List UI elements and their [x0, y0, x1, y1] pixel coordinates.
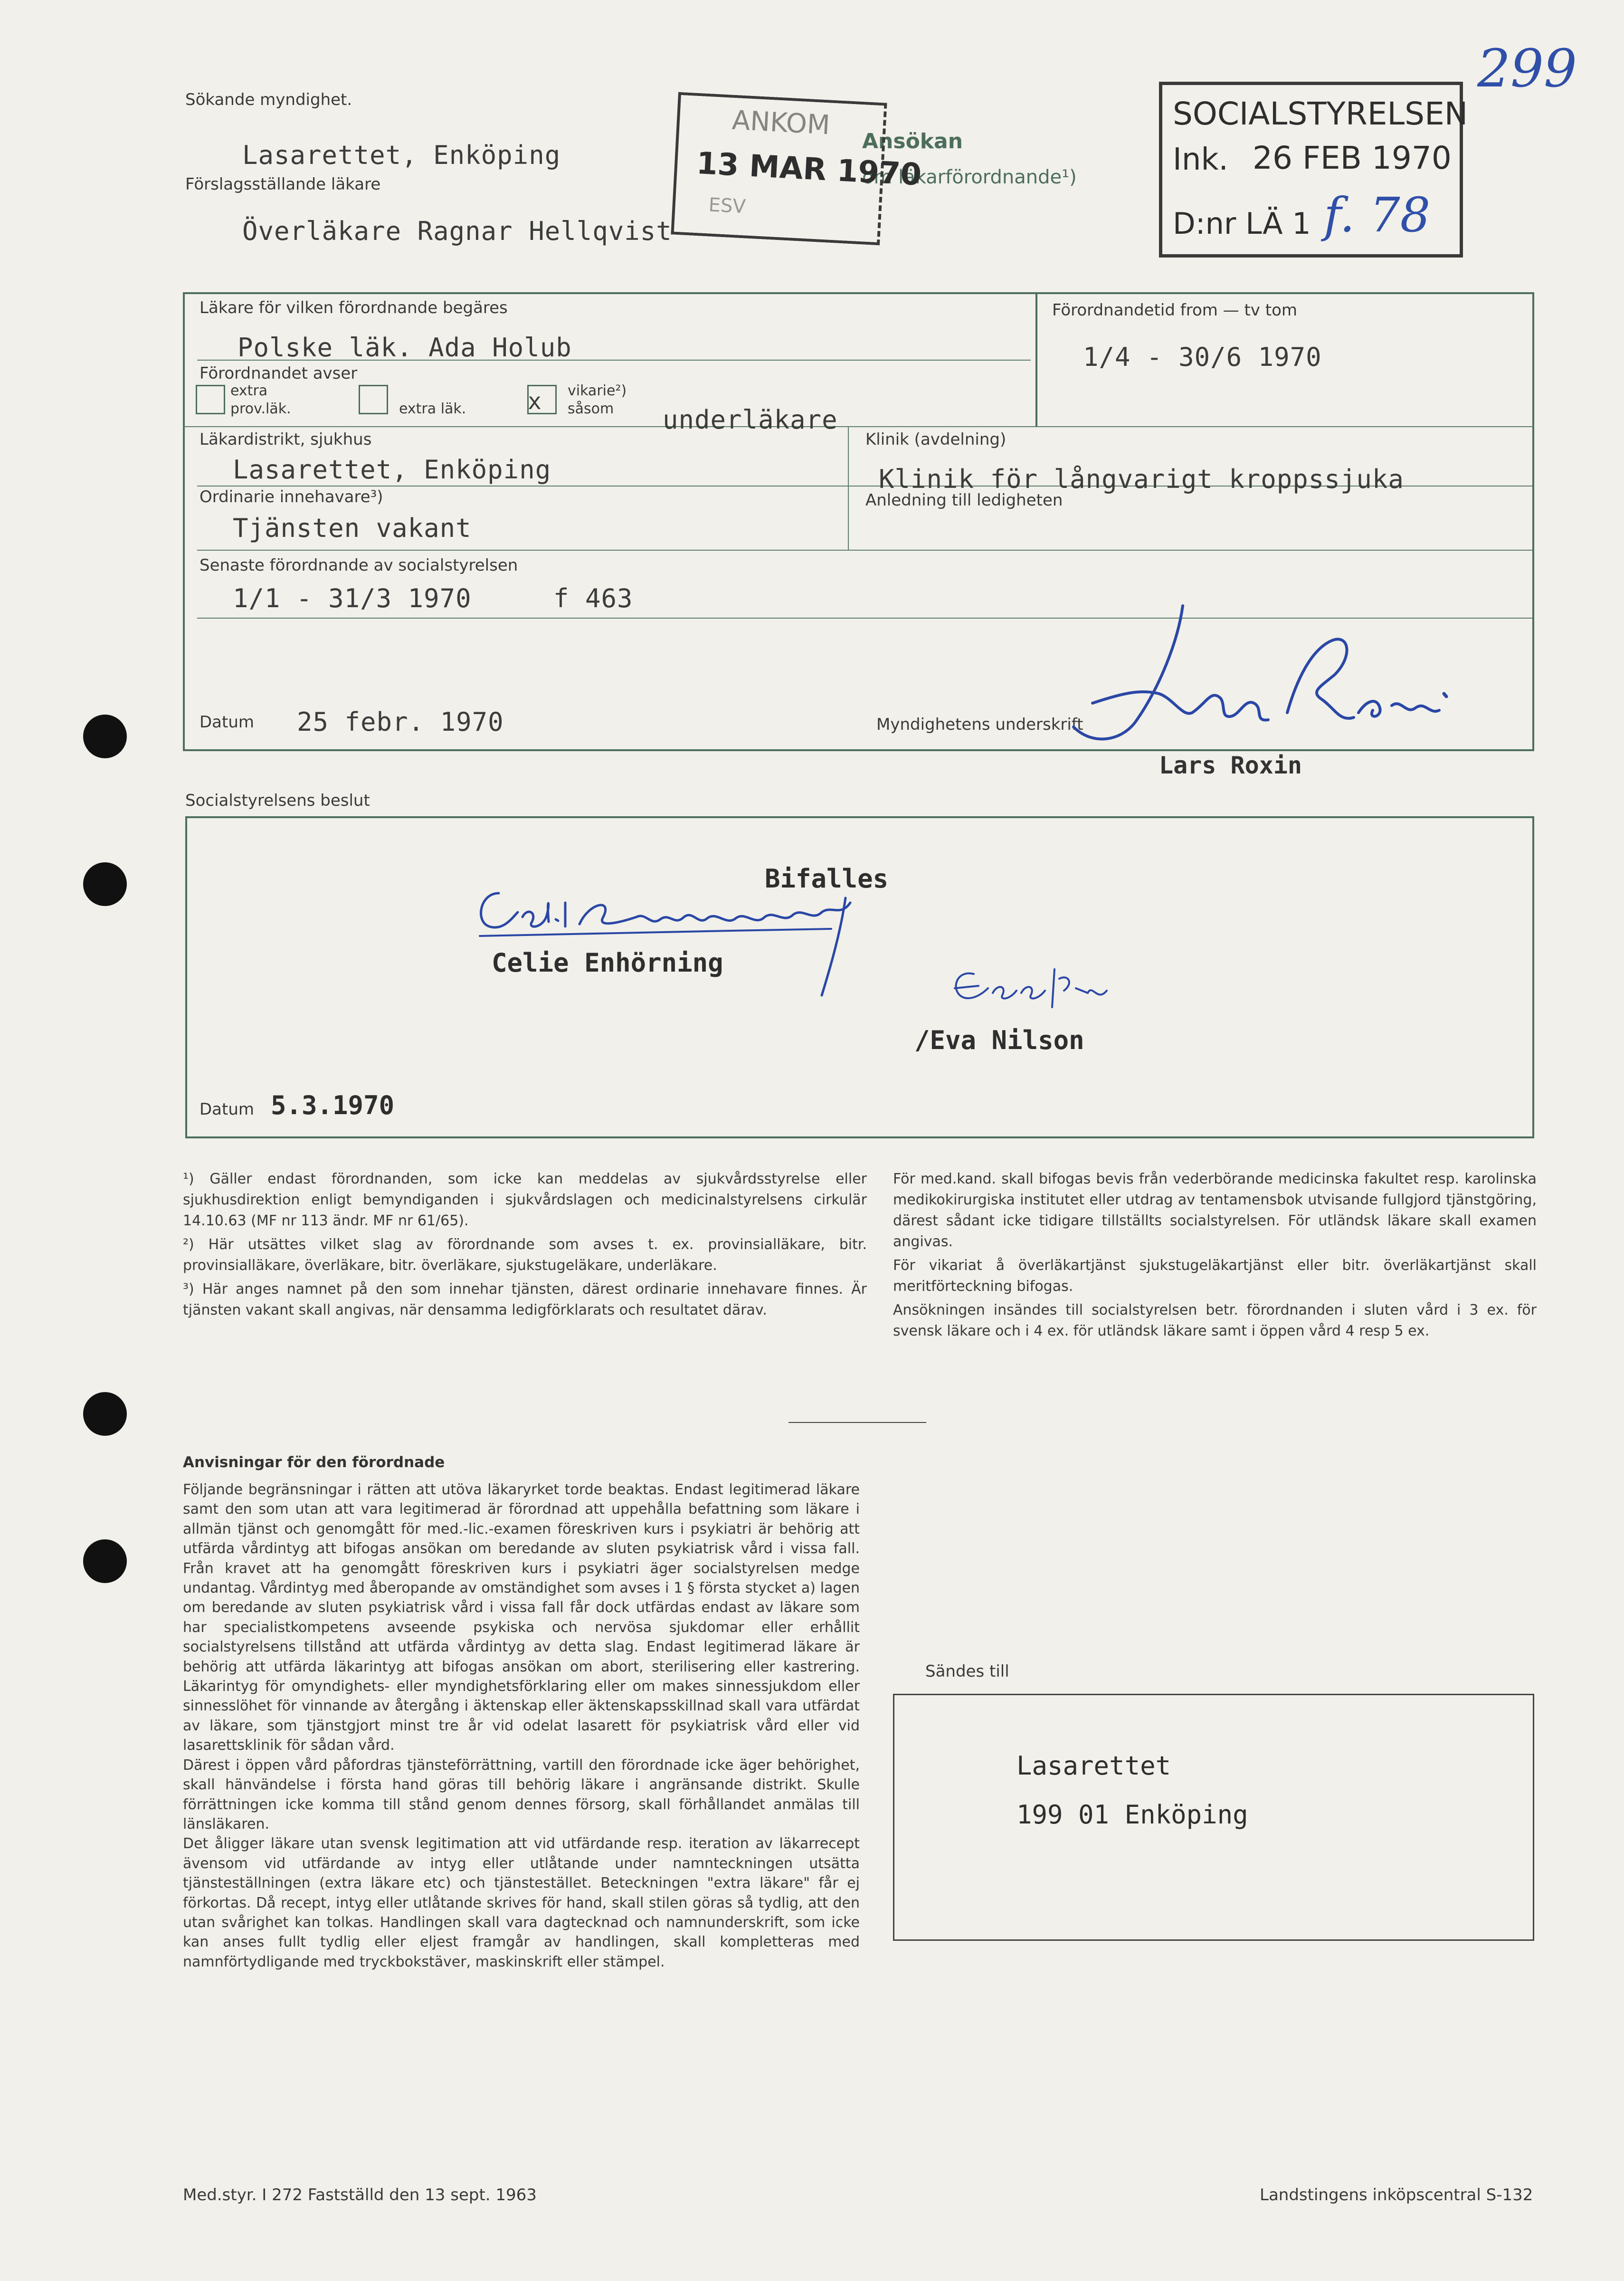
instructions-paragraph-2: Därest i öppen vård påfordras tjänsteförrättning, vartill den förordnade icke äger behörighet, skall hänvändelse i första hand göras till behörig läkare i angränsande distrikt. Skulle förrättningen icke komma till stånd genom dennes försorg, skall förhållandet anmälas till länsläkaren. — [183, 1756, 860, 1832]
punch-hole-4 — [83, 1539, 127, 1583]
stamp-title: SOCIALSTYRELSEN — [1173, 95, 1468, 132]
district-value: Lasarettet, Enköping — [233, 455, 551, 485]
send-to-label: Sändes till — [925, 1662, 1009, 1681]
footer-right: Landstingens inköpscentral S-132 — [1260, 2186, 1533, 2205]
decision-date-value: 5.3.1970 — [271, 1090, 395, 1120]
punch-hole-1 — [83, 715, 127, 758]
holder-value: Tjänsten vakant — [233, 513, 472, 543]
form-title: Ansökan — [862, 129, 963, 153]
footnote-1: ¹) Gäller endast förordnanden, som icke kan meddelas av sjukvårdsstyrelse eller sjukhusdirektion enligt bemyndiganden i sjukvårdslagen och medicinalstyrelsens cirkulär 14.10.63 (MF nr 113 ändr. MF nr 61/65). — [183, 1171, 867, 1229]
form-top-line — [183, 292, 1534, 294]
footnote-right-2: För vikariat å överläkartjänst sjukstugeläkartjänst eller bitr. överläkartjänst skall meritförteckning bifogas. — [893, 1257, 1537, 1295]
decision-signer1: Celie Enhörning — [492, 948, 723, 978]
stamp-ink-date: 26 FEB 1970 — [1253, 140, 1452, 176]
decision-date-label: Datum — [199, 1100, 255, 1119]
received-stamp-label: ANKOM — [731, 105, 831, 141]
doctor-value: Polske läk. Ada Holub — [237, 333, 572, 363]
socialstyrelsen-stamp — [1159, 82, 1468, 258]
opt1-label-b: prov.läk. — [230, 401, 291, 417]
instructions-heading: Anvisningar för den förordnade — [183, 1454, 445, 1471]
signatory-name: Lars Roxin — [1159, 752, 1302, 779]
district-label: Läkardistrikt, sjukhus — [199, 430, 372, 449]
opt1-label-a: extra — [230, 382, 268, 399]
stamp-ink-label: Ink. — [1173, 142, 1228, 177]
page-number: 299 — [1477, 38, 1577, 99]
authority-signature — [1064, 603, 1463, 760]
decision-signer2: /Eva Nilson — [914, 1025, 1084, 1055]
instructions-paragraph-3: Det åligger läkare utan svensk legitimation att vid utfärdande resp. iteration av läkarrecept ävensom vid utfärdande av intyg eller utlåtande under namnteckningen utsätta tjänsteställningen (extra läkare etc) och tjänstestället. Beteckningen "extra läkare" får ej förkortas. Då recept, intyg eller utlåtande skrives för hand, skall stilen göras så tydlig, att den utan svårighet kan tolkas. Handlingen skall vara dagtecknad och namnunderskrift, som icke kan anses fullt tydlig eller eljest framgår av handlingen, skall kompletteras med namnförtydligande med tryckbokstäver, maskinskrift eller stämpel. — [183, 1835, 860, 1970]
period-value: 1/4 - 30/6 1970 — [1083, 342, 1322, 372]
stamp-dnr-value: f. 78 — [1324, 187, 1431, 243]
send-to-line2: 199 01 Enköping — [1016, 1800, 1248, 1830]
form-date-value: 25 febr. 1970 — [297, 707, 504, 737]
applicant-label: Sökande myndighet. — [185, 90, 352, 109]
clinic-label: Klinik (avdelning) — [865, 430, 1007, 449]
footnote-2: ²) Här utsättes vilket slag av förordnande som avses t. ex. provinsialläkare, bitr. provinsialläkare, överläkare, bitr. överläkare, sjukstugeläkare, underläkare. — [183, 1236, 867, 1274]
stamp-dnr-label: D:nr LÄ 1 — [1173, 206, 1311, 241]
punch-hole-3 — [83, 1392, 127, 1436]
footnotes-right — [893, 1169, 1537, 1345]
role-value: underläkare — [663, 405, 838, 435]
footnotes-left — [183, 1169, 867, 1324]
proposing-label: Förslagsställande läkare — [185, 175, 381, 194]
section-divider — [788, 1422, 926, 1423]
footnote-3: ³) Här anges namnet på den som innehar tjänsten, därest ordinarie innehavare finnes. Är tjänsten vakant skall angivas, när densamma ledigförklarats och resultatet därav. — [183, 1281, 867, 1318]
received-stamp-date: 13 MAR 1970 — [695, 145, 922, 193]
footer-left: Med.styr. I 272 Fastställd den 13 sept. 1963 — [183, 2186, 537, 2205]
instructions-paragraph-1: Följande begränsningar i rätten att utöva läkaryrket torde beaktas. Endast legitimerad läkare samt den som utan att vara legitimerad är förordnad att uppehålla befattning som läkare i allmän tjänst och genomgått för med.-lic.-examen föreskriven kurs i psykiatri är behörig att utfärda vårdintyg att bifogas ansökan om beredande av sluten psykiatrisk vård i vissa fall. Från kravet att ha genomgått föreskriven kurs i psykiatri äger socialstyrelsen medge undantag. Vårdintyg med åberopande av omständighet som avses i 1 § första stycket a) lagen om beredande av sluten psykiatrisk vård i vissa fall får dock utfärdas endast av läkare som har specialistkompetens avseende psykiska och nervösa sjukdomar eller erhållit socialstyrelsens tillstånd att utfärda vårdintyg av detta slag. Endast legitimerad läkare är behörig att utfärda läkarintyg att bifogas ansökan om abort, sterilisering eller kastrering. Läkarintyg för omyndighets- eller myndighetsförklaring eller om makes sinnessjukdom eller sinnesslöhet för vinnande av återgång i äktenskap eller äktenskapsskillnad skall vara utfärdat av läkare, som tjänstgjort minst tre år vid odelat lasarett för psykiatrisk vård eller vid lasarettsklinik för sådan vård. — [183, 1481, 860, 1754]
instructions-body — [183, 1480, 860, 1972]
concerns-label: Förordnandet avser — [199, 364, 358, 383]
form-period-divider — [1035, 292, 1037, 426]
form-right-line — [1532, 292, 1534, 751]
checkbox-extra-lak[interactable] — [359, 385, 388, 414]
footnote-right-1: För med.kand. skall bifogas bevis från vederbörande medicinska fakultet resp. karolinska medikokirurgiska institutet eller utdrag av tentamensbok utvisande fullgjord tjänstgöring, därest sådant icke tidigare tillställts socialstyrelsen. För utländsk läkare skall examen angivas. — [893, 1171, 1537, 1250]
punch-hole-2 — [83, 862, 127, 906]
holder-label: Ordinarie innehavare³) — [199, 487, 383, 506]
form-row-line-4 — [197, 550, 1532, 551]
footnote-right-3: Ansökningen insändes till socialstyrelsen betr. förordnanden i sluten vård i 3 ex. för svensk läkare och i 4 ex. för utländsk läkare samt i öppen vård 4 resp 5 ex. — [893, 1302, 1537, 1339]
clinic-value: Klinik för långvarigt kroppssjuka — [879, 464, 1404, 494]
opt3-label-b: såsom — [568, 401, 614, 417]
proposing-value: Överläkare Ragnar Hellqvist — [242, 216, 672, 246]
form-left-line — [183, 292, 185, 751]
form-row-line-2 — [183, 426, 1534, 427]
decision-section-label: Socialstyrelsens beslut — [185, 791, 370, 810]
signature-celie-enhorning — [470, 884, 869, 998]
applicant-value: Lasarettet, Enköping — [242, 140, 561, 170]
form-mid-divider — [848, 426, 849, 550]
period-label: Förordnandetid from — tv tom — [1052, 301, 1297, 320]
signature-label: Myndighetens underskrift — [876, 715, 1083, 734]
form-date-label: Datum — [199, 713, 255, 732]
decision-verdict: Bifalles — [765, 864, 889, 894]
opt2-label: extra läk. — [399, 401, 466, 417]
doctor-label: Läkare för vilken förordnande begäres — [199, 298, 508, 317]
received-stamp-note: ESV — [708, 194, 746, 218]
checkbox-vikarie-mark: x — [528, 388, 542, 415]
reason-label: Anledning till ledigheten — [865, 491, 1063, 510]
opt3-label-a: vikarie²) — [568, 382, 627, 399]
checkbox-vikarie[interactable] — [527, 385, 557, 414]
checkbox-extra-prov[interactable] — [196, 385, 225, 414]
latest-ref: f 463 — [553, 583, 633, 613]
latest-label: Senaste förordnande av socialstyrelsen — [199, 556, 518, 575]
form-subtitle: om läkarförordnande¹) — [862, 166, 1077, 188]
latest-value: 1/1 - 31/3 1970 — [233, 583, 472, 613]
send-to-line1: Lasarettet — [1016, 1751, 1171, 1781]
